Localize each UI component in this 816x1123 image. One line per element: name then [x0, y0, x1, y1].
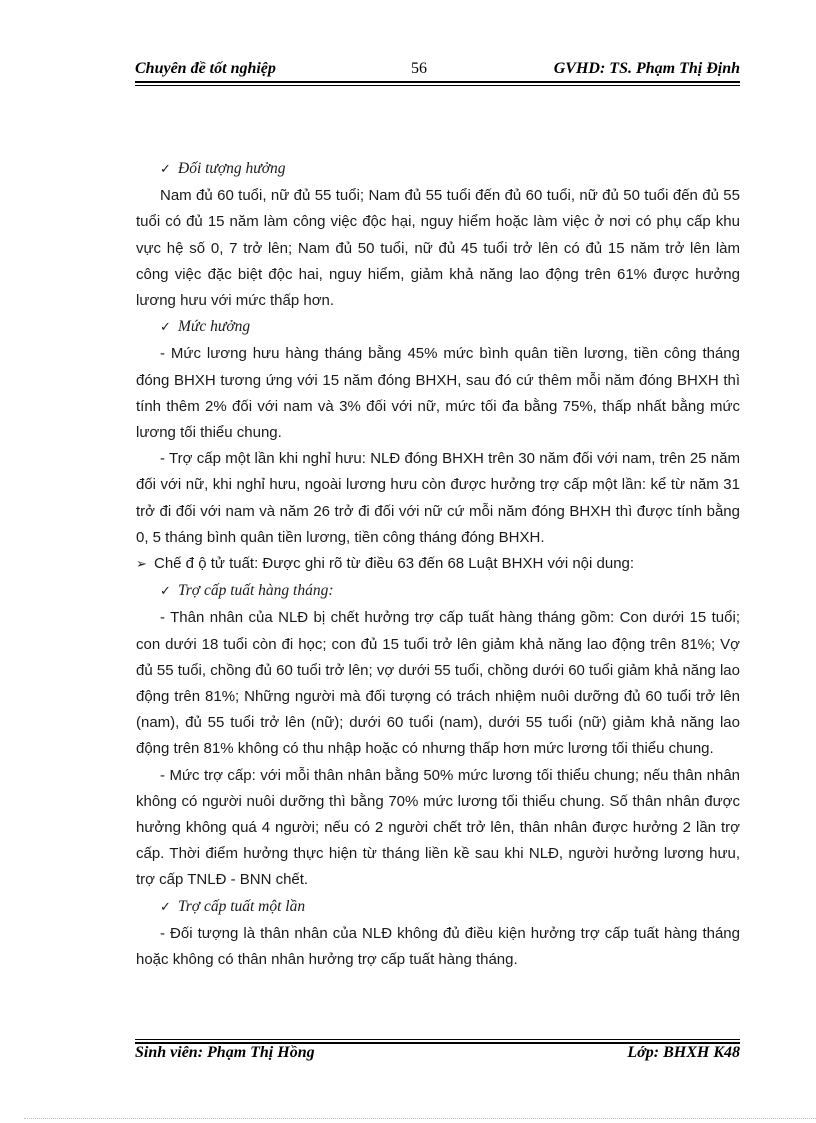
- footer-rule-thin: [135, 1039, 740, 1040]
- footer-student: Sinh viên: Phạm Thị Hồng: [135, 1044, 315, 1061]
- arrow-bullet-icon: ➢: [136, 557, 147, 573]
- section-heading-monthly-allowance: [160, 578, 740, 605]
- section-heading-beneficiaries: [160, 156, 740, 183]
- section-heading-survivorship: [136, 551, 740, 578]
- section-title: Trợ cấp tuất một lần: [178, 897, 306, 915]
- section-heading-benefit-level: [160, 314, 740, 341]
- section-title: Trợ cấp tuất hàng tháng:: [178, 582, 334, 600]
- section-title: Mức hưởng: [178, 318, 251, 336]
- paragraph: - Mức trợ cấp: với mỗi thân nhân bằng 50% mức lương tối thiểu chung; nếu thân nhân không có người nuôi dưỡng thì bằng 70% mức lương tối thiểu chung. Số thân nhân được hưởng không quá 4 người; nếu có 2 người chết trở lên, thân nhân được hưởng 2 lần trợ cấp. Thời điểm hưởng thực hiện từ tháng liền kề sau khi NLĐ, người hưởng lương hưu, trợ cấp TNLĐ - BNN chết.: [136, 766, 740, 889]
- paragraph: - Thân nhân của NLĐ bị chết hưởng trợ cấp tuất hàng tháng gồm: Con dưới 15 tuổi; con dưới 18 tuổi còn đi học; con đủ 15 tuổi trở lên giảm khả năng lao động trên 81%; Vợ đủ 55 tuổi, chồng đủ 60 tuổi trở lên; vợ dưới 55 tuổi, chồng dưới 60 tuổi giảm khả năng lao động trên 81%; Những người mà đối tượng có trách nhiệm nuôi dưỡng đủ 60 tuổi trở lên (nam), đủ 55 tuổi trở lên (nữ); dưới 60 tuổi (nam), dưới 55 tuổi (nữ) giảm khả năng lao động trên 81% không có thu nhập hoặc có nhưng thấp hơn mức lương tối thiểu chung.: [136, 609, 740, 758]
- paragraph: - Mức lương hưu hàng tháng bằng 45% mức bình quân tiền lương, tiền công tháng đóng BHXH tương ứng với 15 năm đóng BHXH, sau đó cứ thêm mỗi năm đóng BHXH thì tính thêm 2% đối với nam và 3% đối với nữ, mức tối đa bằng 75%, thấp nhất bằng mức lương tối thiểu chung.: [136, 345, 740, 442]
- paragraph: Nam đủ 60 tuổi, nữ đủ 55 tuổi; Nam đủ 55 tuổi đến đủ 60 tuổi, nữ đủ 50 tuổi đến đủ 55 tuổi có đủ 15 năm làm công việc độc hại, nguy hiểm hoặc làm việc ở nơi có phụ cấp khu vực hệ số 0, 7 trở lên; Nam đủ 50 tuổi, nữ đủ 45 tuổi trở lên có đủ 15 năm trở lên làm công việc đặc biệt độc hai, nguy hiểm, giảm khả năng lao động trên 61% được hưởng lương hưu với mức thấp hơn.: [136, 187, 740, 310]
- page-edge: [24, 1118, 816, 1119]
- paragraph: - Trợ cấp một lần khi nghỉ hưu: NLĐ đóng BHXH trên 30 năm đối với nam, trên 25 năm đối với nữ, khi nghỉ hưu, ngoài lương hưu còn được hưởng trợ cấp một lần: kể từ năm 31 trở đi đối với nam và năm 26 trở đi đối với nữ cứ mỗi năm đóng BHXH thì được tính bằng 0, 5 tháng bình quân tiền lương, tiền công tháng đóng BHXH.: [136, 450, 740, 546]
- header-advisor: GVHD: TS. Phạm Thị Định: [553, 60, 740, 77]
- paragraph: - Đối tượng là thân nhân của NLĐ không đủ điều kiện hưởng trợ cấp tuất hàng tháng hoặc không có thân nhân hưởng trợ cấp tuất hàng tháng.: [136, 924, 740, 969]
- page-number: 56: [411, 60, 427, 77]
- section-title: Chế đ ộ tử tuất: Được ghi rõ từ điều 63 đến 68 Luật BHXH với nội dung:: [154, 555, 635, 573]
- page-footer: [135, 1044, 740, 1066]
- header-rule-thin: [135, 85, 740, 86]
- page-header: [135, 60, 740, 82]
- section-title: Đối tượng hưởng: [178, 160, 286, 177]
- checkmark-icon: ✓: [160, 899, 171, 915]
- checkmark-icon: ✓: [160, 320, 171, 336]
- checkmark-icon: ✓: [160, 584, 171, 600]
- header-doc-type: Chuyên đề tốt nghiệp: [135, 60, 276, 77]
- header-rule-thick: [135, 81, 740, 83]
- page-body: [136, 156, 740, 973]
- footer-class: Lớp: BHXH K48: [627, 1044, 740, 1061]
- section-heading-lump-sum: [160, 894, 740, 921]
- checkmark-icon: ✓: [160, 162, 171, 177]
